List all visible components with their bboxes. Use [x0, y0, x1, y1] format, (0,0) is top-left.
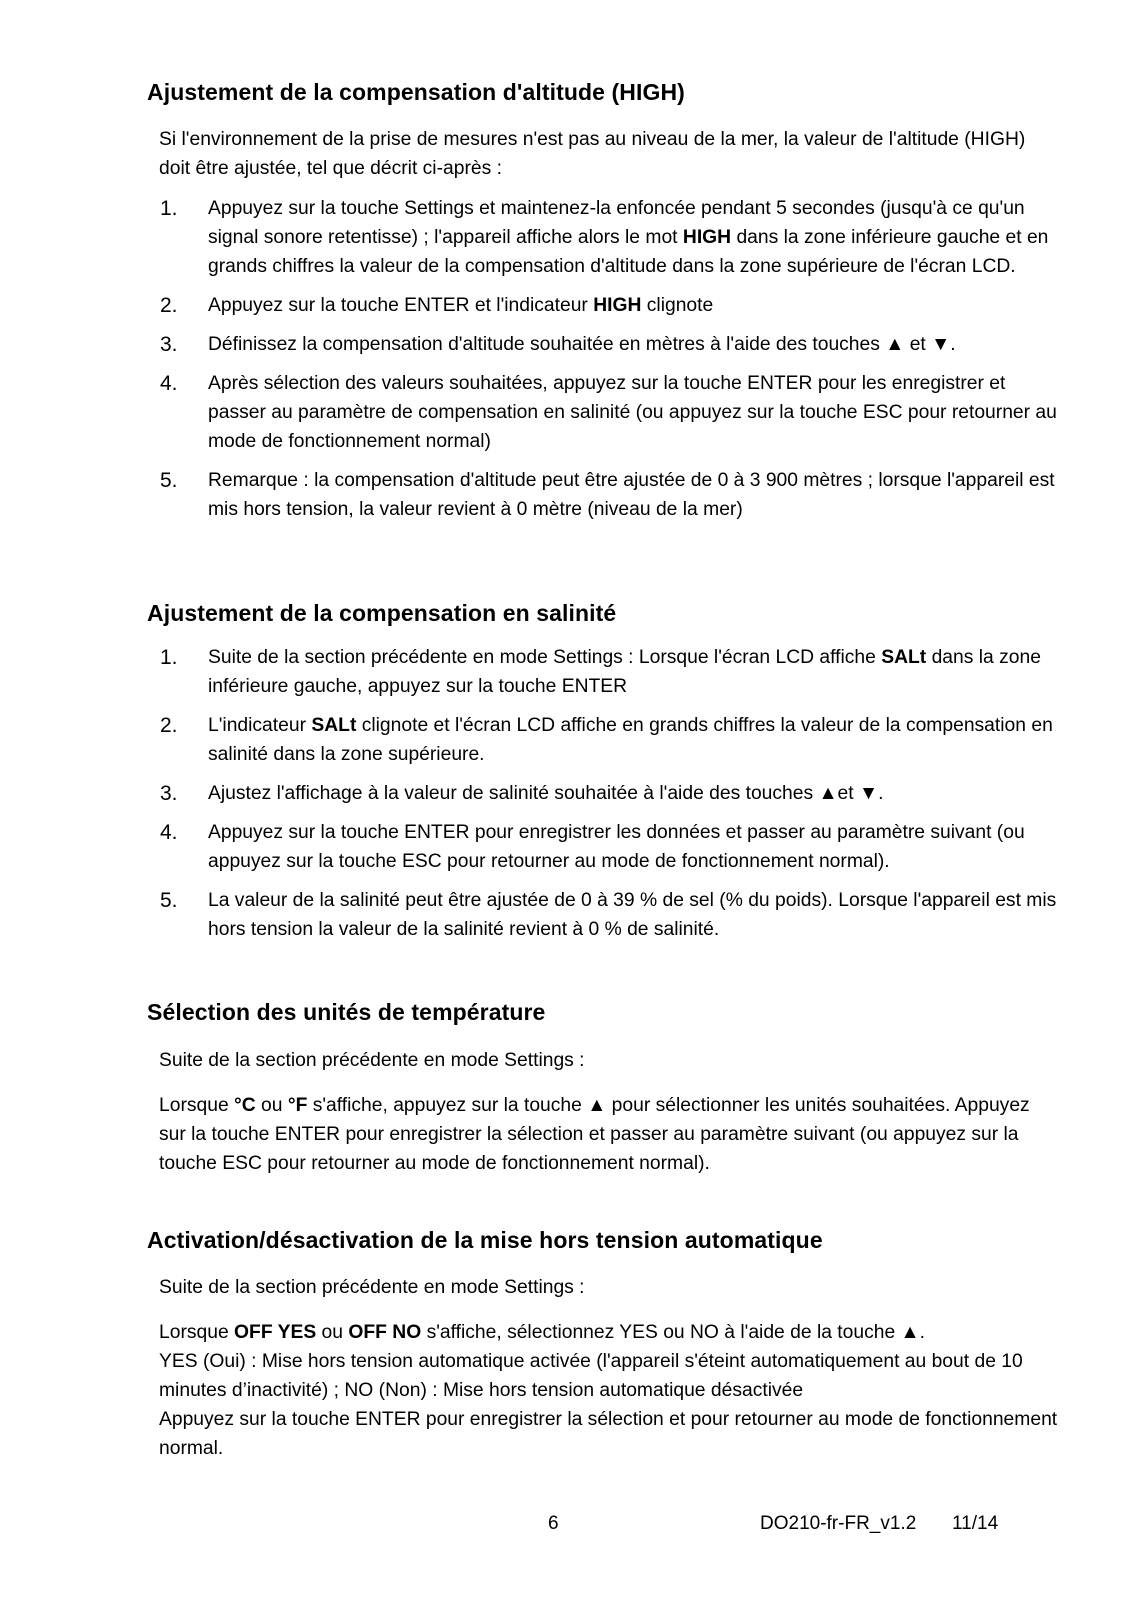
step-keyword: HIGH: [593, 295, 642, 316]
step-number: 3.: [160, 782, 178, 805]
text-part: ou: [255, 1095, 288, 1116]
auto-power-off-continuation: Suite de la section précédente en mode Settings :: [159, 1277, 585, 1298]
step-number: 2.: [160, 714, 178, 737]
fahrenheit-unit: °F: [287, 1095, 308, 1116]
step-text-part: Suite de la section précédente en mode Settings : Lorsque l'écran LCD affiche: [208, 647, 882, 668]
salinity-steps: [0, 643, 1130, 944]
list-item: [0, 818, 1130, 876]
list-item: [0, 194, 1130, 281]
step-keyword: HIGH: [682, 227, 732, 248]
list-item: [0, 886, 1130, 944]
step-number: 4.: [160, 821, 178, 844]
list-item: [0, 330, 1130, 359]
altitude-steps: [0, 194, 1130, 524]
step-text: Ajustez l'affichage à la valeur de salinité souhaitée à l'aide des touches ▲et ▼.: [208, 783, 884, 804]
step-text: [208, 643, 1068, 701]
step-number: 5.: [160, 889, 178, 912]
step-text-part: Appuyez sur la touche Settings et maintenez-la enfoncée pendant 5 secondes (jusqu'à ce qu'un signal sonore retentisse) ; l'appareil affiche alors le mot: [208, 198, 1025, 248]
section-heading-temperature-units: Sélection des unités de température: [147, 999, 546, 1025]
text-part: ou: [316, 1322, 349, 1343]
text-part: Lorsque: [159, 1095, 235, 1116]
step-text-part: clignote: [641, 295, 714, 316]
step-number: 1.: [160, 197, 178, 220]
list-item: [0, 369, 1130, 456]
step-text: La valeur de la salinité peut être ajustée de 0 à 39 % de sel (% du poids). Lorsque l'appareil est mis hors tension la valeur de la salinité revient à 0 % de salinité.: [208, 890, 1057, 940]
section-heading-salinity: Ajustement de la compensation en salinité: [147, 600, 617, 626]
temperature-continuation: Suite de la section précédente en mode Settings :: [159, 1050, 585, 1071]
step-text: Appuyez sur la touche ENTER pour enregistrer les données et passer au paramètre suivant (ou appuyez sur la touche ESC pour retourner au mode de fonctionnement normal).: [208, 822, 1025, 872]
step-text: [208, 291, 1068, 320]
altitude-intro: Si l'environnement de la prise de mesures n'est pas au niveau de la mer, la valeur de l'altitude (HIGH) doit être ajustée, tel que décrit ci-après :: [159, 129, 1026, 179]
step-text: Remarque : la compensation d'altitude peut être ajustée de 0 à 3 900 mètres ; lorsque l'appareil est mis hors tension, la valeur revient à 0 mètre (niveau de la mer): [208, 470, 1055, 520]
step-text: Définissez la compensation d'altitude souhaitée en mètres à l'aide des touches ▲ et ▼.: [208, 334, 956, 355]
text-part: YES (Oui) : Mise hors tension automatique activée (l'appareil s'éteint automatiquement au bout de 10 minutes d’inactivité) ; NO (Non) : Mise hors tension automatique désactivée: [159, 1351, 1023, 1401]
step-keyword: SALt: [311, 715, 357, 736]
step-text-part: dans la zone inférieure gauche et en grands chiffres la valeur de la compensation d'altitude dans la zone supérieure de l'écran LCD.: [208, 227, 1049, 277]
step-text: [208, 194, 1068, 281]
step-number: 2.: [160, 294, 178, 317]
step-text-part: dans la zone inférieure gauche, appuyez sur la touche ENTER: [208, 647, 1041, 697]
step-keyword: SALt: [881, 647, 927, 668]
list-item: [0, 711, 1130, 769]
section-heading-altitude: Ajustement de la compensation d'altitude (HIGH): [147, 79, 685, 105]
step-text-part: clignote et l'écran LCD affiche en grands chiffres la valeur de la compensation en salinité dans la zone supérieure.: [208, 715, 1053, 765]
step-number: 4.: [160, 372, 178, 395]
step-number: 1.: [160, 646, 178, 669]
document-id: DO210-fr-FR_v1.2: [760, 1513, 917, 1534]
auto-power-off-instructions: [159, 1318, 1059, 1463]
step-text-part: L'indicateur: [208, 715, 312, 736]
section-heading-auto-power-off: Activation/désactivation de la mise hors tension automatique: [147, 1227, 823, 1253]
text-part: Lorsque: [159, 1322, 235, 1343]
text-part: Appuyez sur la touche ENTER pour enregistrer la sélection et pour retourner au mode de fonctionnement normal.: [159, 1409, 1058, 1459]
step-number: 5.: [160, 469, 178, 492]
page-number: 6: [548, 1513, 559, 1534]
celsius-unit: °C: [234, 1095, 256, 1116]
off-no-keyword: OFF NO: [348, 1322, 422, 1343]
step-text: Après sélection des valeurs souhaitées, appuyez sur la touche ENTER pour les enregistrer et passer au paramètre de compensation en salinité (ou appuyez sur la touche ESC pour retourner au mode de fonctionnement normal): [208, 373, 1057, 452]
temperature-instructions: [159, 1091, 1059, 1178]
step-text-part: Appuyez sur la touche ENTER et l'indicateur: [208, 295, 594, 316]
text-part: s'affiche, sélectionnez YES ou NO à l'aide de la touche ▲.: [421, 1322, 925, 1343]
text-part: s'affiche, appuyez sur la touche ▲ pour sélectionner les unités souhaitées. Appuyez sur la touche ENTER pour enregistrer la sélection et passer au paramètre suivant (ou appuyez sur la touche ESC pour retourner au mode de fonctionnement normal).: [159, 1095, 1030, 1174]
step-text: [208, 711, 1068, 769]
step-number: 3.: [160, 333, 178, 356]
list-item: [0, 643, 1130, 701]
list-item: [0, 466, 1130, 524]
page-of-total: 11/14: [952, 1513, 999, 1534]
off-yes-keyword: OFF YES: [234, 1322, 317, 1343]
list-item: [0, 291, 1130, 320]
list-item: [0, 779, 1130, 808]
